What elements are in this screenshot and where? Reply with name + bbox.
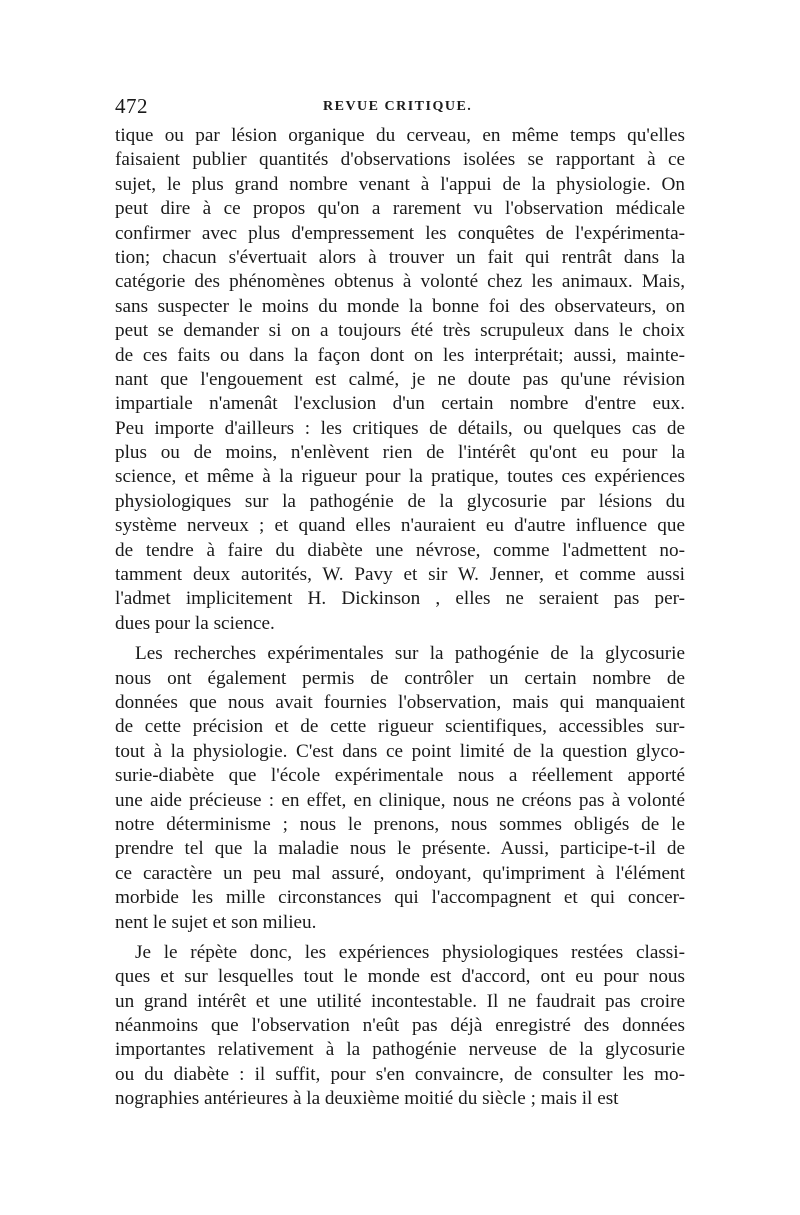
text-line: tamment deux autorités, W. Pavy et sir W. Jenner, et comme aussi xyxy=(115,564,685,586)
text-line: surie-diabète que l'école expérimentale nous a réellement apporté xyxy=(115,765,685,787)
text-line: catégorie des phénomènes obtenus à volonté chez les animaux. Mais, xyxy=(115,271,685,293)
text-line: nant que l'engouement est calmé, je ne doute pas qu'une révision xyxy=(115,368,685,390)
text-line: peut se demander si on a toujours été très scrupuleux dans le choix xyxy=(115,320,685,342)
text-line: impartiale n'amenât l'exclusion d'un certain nombre d'entre eux. xyxy=(115,393,685,415)
text-line: Les recherches expérimentales sur la pathogénie de la glycosurie xyxy=(135,643,685,665)
text-line: tion; chacun s'évertuait alors à trouver un fait qui rentrât dans la xyxy=(115,246,685,268)
body-text xyxy=(115,124,685,1112)
document-page xyxy=(115,94,685,1112)
text-line: faisaient publier quantités d'observations isolées se rapportant à ce xyxy=(115,149,685,171)
text-line: néanmoins que l'observation n'eût pas déjà enregistré des données xyxy=(115,1015,685,1037)
paragraph-3 xyxy=(115,941,685,1112)
text-line: données que nous avait fournies l'observation, mais qui manquaient xyxy=(115,691,685,713)
text-line: de tendre à faire du diabète une névrose, comme l'admettent no- xyxy=(115,539,685,561)
text-line: sujet, le plus grand nombre venant à l'appui de la physiologie. On xyxy=(115,173,685,195)
text-line: nographies antérieures à la deuxième moitié du siècle ; mais il est xyxy=(115,1088,619,1110)
text-line: peut dire à ce propos qu'on a rarement vu l'observation médicale xyxy=(115,198,685,220)
text-line: ou du diabète : il suffit, pour s'en convaincre, de consulter les mo- xyxy=(115,1063,685,1085)
text-line: de cette précision et de cette rigueur scientifiques, accessibles sur- xyxy=(115,716,685,738)
page-header xyxy=(115,94,685,124)
text-line: notre déterminisme ; nous le prenons, nous sommes obligés de le xyxy=(115,813,685,835)
text-line: Peu importe d'ailleurs : les critiques de détails, ou quelques cas de xyxy=(115,417,685,439)
text-line: une aide précieuse : en effet, en clinique, nous ne créons pas à volonté xyxy=(115,789,685,811)
text-line: ques et sur lesquelles tout le monde est d'accord, ont eu pour nous xyxy=(115,966,685,988)
page-number: 472 xyxy=(115,94,148,118)
text-line: nous ont également permis de contrôler un certain nombre de xyxy=(115,667,685,689)
text-line: l'admet implicitement H. Dickinson , elles ne seraient pas per- xyxy=(115,588,685,610)
paragraph-1 xyxy=(115,124,685,636)
text-line: Je le répète donc, les expériences physiologiques restées classi- xyxy=(135,941,685,963)
text-line: un grand intérêt et une utilité incontestable. Il ne faudrait pas croire xyxy=(115,990,685,1012)
text-line: tique ou par lésion organique du cerveau, en même temps qu'elles xyxy=(115,125,685,146)
text-line: nent le sujet et son milieu. xyxy=(115,911,317,933)
text-line: plus ou de moins, n'enlèvent rien de l'intérêt qu'ont eu pour la xyxy=(115,442,685,464)
text-line: morbide les mille circonstances qui l'accompagnent et qui concer- xyxy=(115,887,685,909)
text-line: de ces faits ou dans la façon dont on les interprétait; aussi, mainte- xyxy=(115,344,685,366)
text-line: tout à la physiologie. C'est dans ce point limité de la question glyco- xyxy=(115,740,685,762)
text-line: prendre tel que la maladie nous le présente. Aussi, participe-t-il de xyxy=(115,838,685,860)
text-line: sans suspecter le moins du monde la bonne foi des observateurs, on xyxy=(115,295,685,317)
text-line: importantes relativement à la pathogénie nerveuse de la glycosurie xyxy=(115,1039,685,1061)
paragraph-2 xyxy=(115,642,685,935)
text-line: ce caractère un peu mal assuré, ondoyant, qu'impriment à l'élément xyxy=(115,862,685,884)
text-line: système nerveux ; et quand elles n'auraient eu d'autre influence que xyxy=(115,515,685,537)
text-line: confirmer avec plus d'empressement les conquêtes de l'expérimenta- xyxy=(115,222,685,244)
text-line: dues pour la science. xyxy=(115,612,275,634)
text-line: science, et même à la rigueur pour la pratique, toutes ces expériences xyxy=(115,466,685,488)
running-title: REVUE CRITIQUE. xyxy=(323,99,473,114)
text-line: physiologiques sur la pathogénie de la glycosurie par lésions du xyxy=(115,490,685,512)
